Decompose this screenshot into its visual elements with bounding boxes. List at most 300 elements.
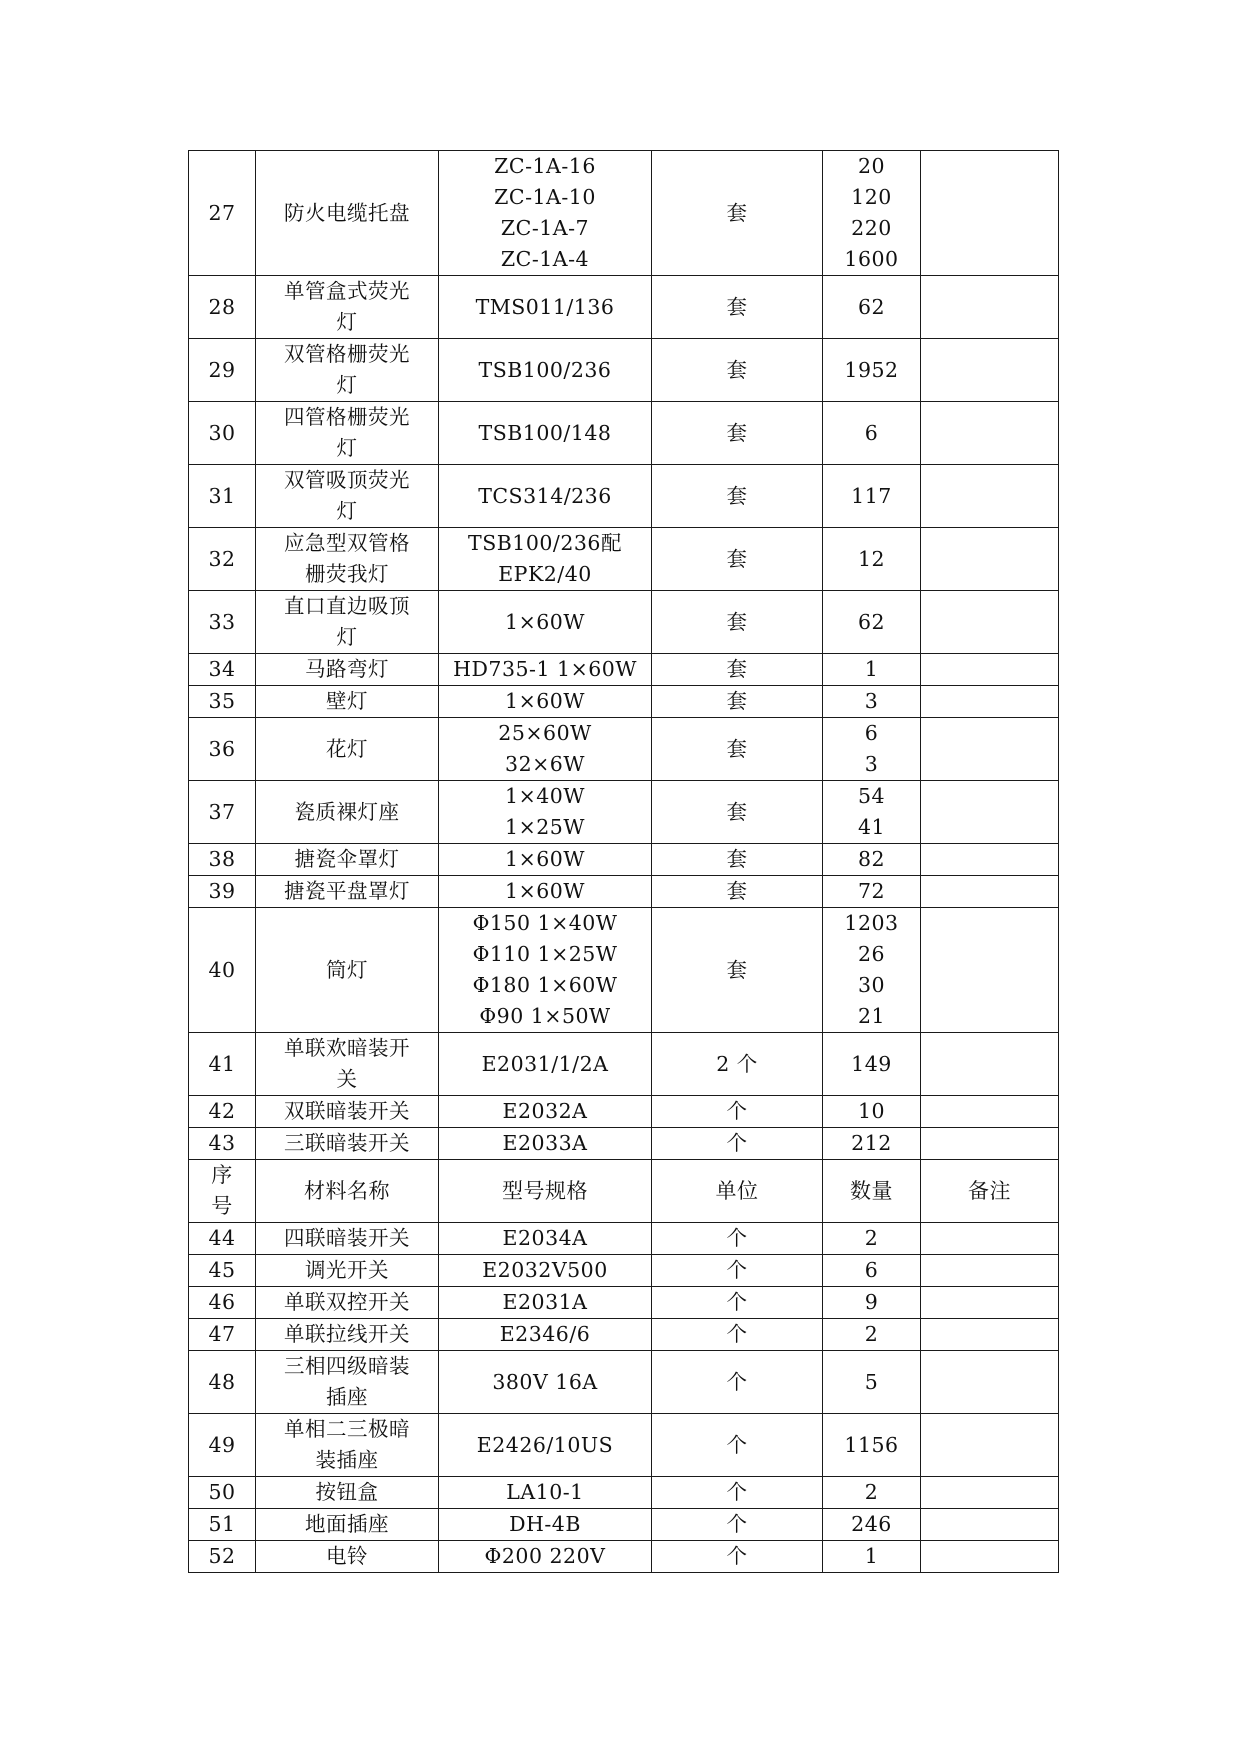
quantity-cell [823, 1255, 921, 1287]
unit-cell [652, 1096, 823, 1128]
table-row [189, 276, 1059, 339]
model-spec-cell [439, 718, 652, 781]
table-row [189, 844, 1059, 876]
unit-cell [652, 465, 823, 528]
row-number-text: 37 [208, 799, 236, 824]
unit-cell [652, 1477, 823, 1509]
row-number-cell [189, 1414, 256, 1477]
materials-table [188, 150, 1059, 1573]
material-name-line: 单联双控开关 [284, 1290, 410, 1314]
material-name-line: 壁灯 [326, 689, 368, 713]
model-spec-line: EPK2/40 [498, 562, 592, 586]
row-number-cell [189, 1033, 256, 1096]
unit-text: 套 [726, 294, 748, 319]
unit-text: 套 [726, 609, 748, 634]
remarks-cell [921, 1033, 1059, 1096]
quantity-line: 117 [851, 483, 892, 508]
quantity-cell [823, 1477, 921, 1509]
quantity-cell [823, 151, 921, 276]
unit-cell [652, 1509, 823, 1541]
table-row [189, 781, 1059, 844]
unit-text: 套 [726, 420, 748, 445]
quantity-line: 1156 [844, 1432, 899, 1457]
model-spec-line: ZC-1A-16 [494, 154, 596, 178]
unit-cell [652, 402, 823, 465]
remarks-cell [921, 908, 1059, 1033]
quantity-cell [823, 1541, 921, 1573]
quantity-line: 2 [864, 1480, 879, 1504]
remarks-cell [921, 718, 1059, 781]
material-name-cell [256, 1351, 439, 1414]
row-number-cell [189, 718, 256, 781]
row-number-cell [189, 686, 256, 718]
quantity-cell [823, 528, 921, 591]
quantity-cell [823, 908, 921, 1033]
remarks-cell [921, 654, 1059, 686]
quantity-line: 2 [864, 1322, 879, 1346]
row-number-cell [189, 402, 256, 465]
unit-text: 套 [726, 847, 748, 871]
model-spec-cell [439, 686, 652, 718]
remarks-cell [921, 339, 1059, 402]
model-spec-line: Φ110 1×25W [472, 942, 618, 966]
table-row [189, 591, 1059, 654]
material-name-cell [256, 465, 439, 528]
material-name-cell [256, 1255, 439, 1287]
remarks-cell [921, 1509, 1059, 1541]
model-spec-line: DH-4B [509, 1512, 581, 1536]
remarks-cell [921, 1414, 1059, 1477]
remarks-cell [921, 276, 1059, 339]
quantity-cell [823, 1287, 921, 1319]
model-spec-line: E2033A [502, 1131, 588, 1155]
header-remarks-cell [921, 1160, 1059, 1223]
unit-cell [652, 276, 823, 339]
row-number-cell [189, 1287, 256, 1319]
material-name-line: 三相四级暗装 [284, 1354, 410, 1378]
remarks-cell [921, 1128, 1059, 1160]
model-spec-line: 380V 16A [492, 1369, 598, 1394]
row-number-cell [189, 1541, 256, 1573]
model-spec-cell [439, 1509, 652, 1541]
model-spec-cell [439, 1541, 652, 1573]
model-spec-cell [439, 876, 652, 908]
row-number-text: 32 [208, 546, 236, 571]
quantity-line: 1 [864, 1544, 879, 1568]
material-name-line: 栅荧我灯 [305, 562, 389, 586]
remarks-cell [921, 1287, 1059, 1319]
remarks-cell [921, 1541, 1059, 1573]
remarks-cell [921, 1096, 1059, 1128]
unit-cell [652, 1541, 823, 1573]
model-spec-line: TSB100/236配 [468, 531, 622, 555]
row-number-text: 47 [208, 1322, 236, 1346]
row-number-cell [189, 151, 256, 276]
unit-text: 单位 [715, 1178, 759, 1203]
quantity-cell [823, 591, 921, 654]
unit-text: 个 [726, 1226, 748, 1250]
material-name-line: 灯 [336, 373, 358, 397]
unit-cell [652, 591, 823, 654]
table-header-row [189, 1160, 1059, 1223]
material-name-line: 插座 [326, 1385, 368, 1409]
remarks-cell [921, 1351, 1059, 1414]
row-number-cell [189, 1096, 256, 1128]
quantity-line: 6 [864, 721, 879, 745]
unit-text: 套 [726, 879, 748, 903]
unit-text: 套 [726, 357, 748, 382]
quantity-line: 72 [857, 879, 886, 903]
model-spec-cell [439, 1477, 652, 1509]
quantity-cell [823, 718, 921, 781]
unit-text: 套 [726, 546, 748, 571]
row-number-text: 39 [208, 879, 236, 903]
quantity-line: 246 [851, 1512, 892, 1536]
unit-text: 套 [726, 200, 748, 225]
model-spec-line: E2034A [502, 1226, 588, 1250]
row-number-text: 43 [208, 1131, 236, 1155]
material-name-line: 地面插座 [305, 1512, 389, 1536]
row-number-cell [189, 1255, 256, 1287]
unit-cell [652, 1319, 823, 1351]
quantity-line: 21 [857, 1004, 886, 1028]
row-number-cell [189, 1128, 256, 1160]
row-number-text: 50 [208, 1480, 236, 1504]
quantity-cell [823, 1509, 921, 1541]
table-row [189, 1096, 1059, 1128]
material-name-line: 单联欢暗装开 [284, 1036, 410, 1060]
remarks-text: 备注 [968, 1178, 1011, 1203]
quantity-cell [823, 1223, 921, 1255]
quantity-cell [823, 1351, 921, 1414]
model-spec-line: TSB100/148 [478, 420, 612, 445]
row-number-cell [189, 654, 256, 686]
quantity-line: 5 [864, 1369, 879, 1394]
unit-text: 套 [726, 957, 748, 982]
unit-cell [652, 718, 823, 781]
quantity-line: 2 [864, 1226, 879, 1250]
model-spec-line: E2031/1/2A [481, 1051, 609, 1076]
row-number-line: 序 [211, 1163, 233, 1187]
table-row [189, 1509, 1059, 1541]
model-spec-line: E2031A [502, 1290, 588, 1314]
header-material-name-cell [256, 1160, 439, 1223]
unit-cell [652, 1223, 823, 1255]
quantity-line: 54 [857, 784, 886, 808]
quantity-cell [823, 402, 921, 465]
material-name-line: 关 [336, 1067, 358, 1091]
material-name-line: 四管格栅荧光 [284, 405, 410, 429]
material-name-line: 双管吸顶荧光 [284, 468, 410, 492]
model-spec-cell [439, 151, 652, 276]
model-spec-cell [439, 654, 652, 686]
quantity-line: 1952 [844, 357, 899, 382]
quantity-cell [823, 1096, 921, 1128]
quantity-line: 1 [864, 657, 879, 681]
quantity-cell [823, 654, 921, 686]
material-name-line: 电铃 [326, 1544, 368, 1568]
model-spec-cell [439, 591, 652, 654]
material-name-line: 筒灯 [326, 957, 368, 982]
material-name-cell [256, 718, 439, 781]
row-number-cell [189, 1351, 256, 1414]
material-name-line: 直口直边吸顶 [284, 594, 410, 618]
model-spec-line: E2032V500 [482, 1258, 608, 1282]
model-spec-cell [439, 781, 652, 844]
quantity-line: 220 [851, 216, 892, 240]
row-number-text: 49 [208, 1432, 236, 1457]
model-spec-cell [439, 528, 652, 591]
material-name-cell [256, 528, 439, 591]
remarks-cell [921, 876, 1059, 908]
quantity-line: 3 [864, 752, 879, 776]
row-number-cell [189, 1319, 256, 1351]
material-name-line: 灯 [336, 499, 358, 523]
quantity-cell [823, 1033, 921, 1096]
model-spec-line: 32×6W [505, 752, 585, 776]
unit-text: 个 [726, 1432, 748, 1457]
model-spec-cell [439, 1096, 652, 1128]
material-name-cell [256, 402, 439, 465]
material-name-cell [256, 654, 439, 686]
material-name-line: 双管格栅荧光 [284, 342, 410, 366]
model-spec-line: LA10-1 [506, 1480, 584, 1504]
material-name-cell [256, 876, 439, 908]
material-name-cell [256, 1541, 439, 1573]
unit-text: 套 [726, 689, 748, 713]
row-number-text: 36 [208, 736, 236, 761]
remarks-cell [921, 591, 1059, 654]
material-name-line: 三联暗装开关 [284, 1131, 410, 1155]
material-name-line: 调光开关 [305, 1258, 389, 1282]
table-row [189, 151, 1059, 276]
material-name-cell [256, 1096, 439, 1128]
material-name-line: 瓷质裸灯座 [294, 799, 400, 824]
quantity-line: 62 [857, 294, 886, 319]
table-row [189, 1414, 1059, 1477]
unit-text: 个 [726, 1544, 748, 1568]
unit-text: 套 [726, 657, 748, 681]
model-spec-line: Φ150 1×40W [472, 911, 618, 935]
table-row [189, 1477, 1059, 1509]
unit-cell [652, 686, 823, 718]
materials-table-body [189, 151, 1059, 1573]
unit-text: 个 [726, 1099, 748, 1123]
model-spec-line: E2426/10US [476, 1432, 614, 1457]
table-row [189, 1287, 1059, 1319]
material-name-cell [256, 1223, 439, 1255]
table-row [189, 1128, 1059, 1160]
row-number-text: 40 [208, 957, 236, 982]
unit-text: 个 [726, 1290, 748, 1314]
quantity-line: 10 [857, 1099, 886, 1123]
row-number-text: 46 [208, 1290, 236, 1314]
remarks-cell [921, 1223, 1059, 1255]
material-name-line: 灯 [336, 310, 358, 334]
row-number-line: 号 [211, 1194, 233, 1218]
model-spec-line: 25×60W [498, 721, 592, 745]
unit-text: 个 [726, 1480, 748, 1504]
row-number-text: 48 [208, 1369, 236, 1394]
quantity-line: 6 [864, 420, 879, 445]
material-name-line: 搪瓷伞罩灯 [294, 847, 400, 871]
material-name-line: 双联暗装开关 [284, 1099, 410, 1123]
material-name-cell [256, 1509, 439, 1541]
table-row [189, 1319, 1059, 1351]
row-number-text: 52 [208, 1544, 236, 1568]
table-row [189, 654, 1059, 686]
row-number-cell [189, 1223, 256, 1255]
unit-cell [652, 528, 823, 591]
model-spec-line: E2346/6 [499, 1322, 591, 1346]
material-name-cell [256, 1319, 439, 1351]
unit-cell [652, 1287, 823, 1319]
row-number-cell [189, 908, 256, 1033]
model-spec-line: 1×60W [505, 847, 585, 871]
header-model-spec-cell [439, 1160, 652, 1223]
table-row [189, 339, 1059, 402]
model-spec-cell [439, 1351, 652, 1414]
material-name-cell [256, 151, 439, 276]
quantity-cell [823, 465, 921, 528]
unit-text: 套 [726, 799, 748, 824]
quantity-cell [823, 1414, 921, 1477]
material-name-cell [256, 781, 439, 844]
model-spec-line: TSB100/236 [478, 357, 612, 382]
unit-text: 个 [726, 1369, 748, 1394]
material-name-cell [256, 686, 439, 718]
unit-cell [652, 1128, 823, 1160]
material-name-line: 花灯 [326, 736, 368, 761]
remarks-cell [921, 151, 1059, 276]
unit-cell [652, 1414, 823, 1477]
unit-cell [652, 876, 823, 908]
material-name-cell [256, 591, 439, 654]
row-number-cell [189, 1509, 256, 1541]
quantity-line: 62 [857, 609, 886, 634]
row-number-cell [189, 781, 256, 844]
model-spec-cell [439, 1319, 652, 1351]
row-number-text: 42 [208, 1099, 236, 1123]
table-row [189, 402, 1059, 465]
model-spec-line: ZC-1A-7 [500, 216, 590, 240]
table-row [189, 1541, 1059, 1573]
quantity-line: 26 [857, 942, 886, 966]
row-number-text: 45 [208, 1258, 236, 1282]
quantity-line: 149 [851, 1051, 892, 1076]
model-spec-line: 1×25W [505, 815, 585, 839]
quantity-line: 30 [857, 973, 886, 997]
row-number-text: 30 [208, 420, 236, 445]
table-row [189, 908, 1059, 1033]
row-number-text: 33 [208, 609, 236, 634]
row-number-cell [189, 276, 256, 339]
model-spec-line: ZC-1A-4 [500, 247, 590, 271]
unit-text: 套 [726, 736, 748, 761]
unit-cell [652, 844, 823, 876]
material-name-line: 灯 [336, 625, 358, 649]
model-spec-line: 1×60W [505, 689, 585, 713]
model-spec-cell [439, 1255, 652, 1287]
remarks-cell [921, 1255, 1059, 1287]
material-name-cell [256, 1477, 439, 1509]
model-spec-line: 1×40W [505, 784, 585, 808]
table-row [189, 718, 1059, 781]
table-row [189, 1033, 1059, 1096]
model-spec-line: HD735-1 1×60W [453, 657, 637, 681]
unit-cell [652, 1033, 823, 1096]
material-name-cell [256, 1128, 439, 1160]
model-spec-line: TMS011/136 [475, 294, 615, 319]
quantity-line: 1203 [844, 911, 899, 935]
row-number-cell [189, 1477, 256, 1509]
row-number-cell [189, 528, 256, 591]
quantity-line: 20 [857, 154, 886, 178]
table-row [189, 465, 1059, 528]
unit-cell [652, 151, 823, 276]
material-name-cell [256, 276, 439, 339]
row-number-cell [189, 339, 256, 402]
model-spec-line: ZC-1A-10 [494, 185, 596, 209]
quantity-cell [823, 1128, 921, 1160]
model-spec-line: E2032A [502, 1099, 588, 1123]
unit-text: 个 [726, 1258, 748, 1282]
material-name-line: 按钮盒 [315, 1480, 379, 1504]
row-number-cell [189, 465, 256, 528]
model-spec-cell [439, 402, 652, 465]
model-spec-cell [439, 1287, 652, 1319]
unit-text: 套 [726, 483, 748, 508]
table-row [189, 1351, 1059, 1414]
table-row [189, 1255, 1059, 1287]
quantity-line: 6 [864, 1258, 879, 1282]
material-name-line: 单管盒式荧光 [284, 279, 410, 303]
header-unit-cell [652, 1160, 823, 1223]
quantity-cell [823, 781, 921, 844]
model-spec-line: 型号规格 [502, 1178, 588, 1203]
quantity-line: 212 [851, 1131, 892, 1155]
quantity-line: 数量 [850, 1178, 893, 1203]
row-number-text: 41 [208, 1051, 236, 1076]
material-name-cell [256, 1287, 439, 1319]
remarks-cell [921, 528, 1059, 591]
quantity-line: 1600 [844, 247, 899, 271]
remarks-cell [921, 686, 1059, 718]
quantity-cell [823, 339, 921, 402]
table-row [189, 1223, 1059, 1255]
unit-text: 个 [726, 1322, 748, 1346]
quantity-line: 41 [857, 815, 886, 839]
table-row [189, 876, 1059, 908]
row-number-text: 35 [208, 689, 236, 713]
material-name-cell [256, 1414, 439, 1477]
row-number-text: 29 [208, 357, 236, 382]
row-number-text: 44 [208, 1226, 236, 1250]
quantity-cell [823, 1319, 921, 1351]
quantity-line: 3 [864, 689, 879, 713]
quantity-line: 82 [857, 847, 886, 871]
unit-cell [652, 339, 823, 402]
unit-text: 个 [726, 1512, 748, 1536]
material-name-line: 装插座 [315, 1448, 379, 1472]
model-spec-line: TCS314/236 [478, 483, 612, 508]
model-spec-line: Φ200 220V [484, 1544, 606, 1568]
material-name-line: 四联暗装开关 [284, 1226, 410, 1250]
model-spec-cell [439, 1223, 652, 1255]
model-spec-cell [439, 1033, 652, 1096]
quantity-cell [823, 686, 921, 718]
table-row [189, 686, 1059, 718]
